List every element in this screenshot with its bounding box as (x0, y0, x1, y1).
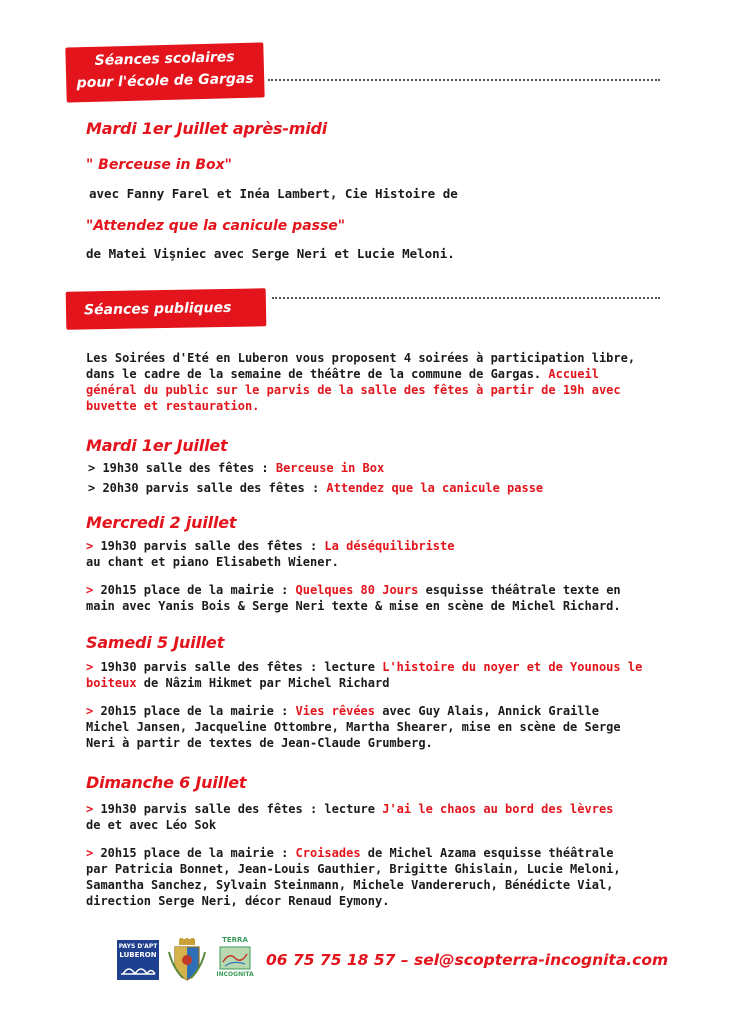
day1-event1-title: Berceuse in Box (275, 461, 385, 475)
day4-title: Dimanche 6 Juillet (86, 773, 247, 792)
day1-event2-time: > 20h30 parvis salle des fêtes : (88, 481, 327, 495)
day2-event1 (86, 538, 621, 554)
day3-event1-line2 (86, 675, 642, 691)
day3-event1 (86, 659, 642, 675)
arrow-icon: > (86, 802, 101, 816)
day3-event1-time: 19h30 parvis salle des fêtes : lecture (100, 660, 383, 674)
day2-event2-time: 20h15 place de la mairie : (100, 583, 296, 597)
publiques-banner-label: Séances publiques (83, 299, 232, 319)
arrow-icon: > (86, 660, 101, 674)
day2-event2 (86, 582, 621, 598)
arrow-icon: > (86, 704, 101, 718)
publiques-intro (86, 350, 635, 414)
day1-title: Mardi 1er Juillet (86, 436, 228, 455)
pays-apt-luberon-logo (117, 940, 159, 980)
day3-event1-rest: de Nâzim Hikmet par Michel Richard (136, 676, 390, 690)
coat-of-arms-icon (167, 938, 207, 982)
day3-title: Samedi 5 Juillet (86, 633, 225, 652)
contact-separator: – (395, 951, 414, 969)
terra-incognita-logo (214, 936, 256, 982)
intro-line3: général du public sur le parvis de la salle des fêtes à partir de 19h avec (86, 383, 621, 397)
scolaires-show2-title: "Attendez que la canicule passe" (86, 218, 346, 234)
scolaires-show1-desc: avec Fanny Farel et Inéa Lambert, Cie Histoire de (89, 186, 458, 201)
divider-scolaires (268, 79, 660, 81)
day2-event2-title: Quelques 80 Jours (295, 583, 419, 597)
scolaires-show1-title: " Berceuse in Box" (86, 157, 232, 173)
day3-event2-time: 20h15 place de la mairie : (100, 704, 296, 718)
day4-event2-line4: direction Serge Neri, décor Renaud Eymony. (86, 894, 390, 908)
day3-event1-title2: boiteux (86, 676, 137, 690)
logo1-line2: LUBERON (119, 951, 157, 959)
logo3-top: TERRA (222, 936, 248, 944)
day4-events (86, 801, 621, 909)
intro-line2 (86, 366, 635, 382)
day3-event1-title: L'histoire du noyer et de Younous le (382, 660, 643, 674)
day4-event2-line2: par Patricia Bonnet, Jean-Louis Gauthier, Brigitte Ghislain, Lucie Meloni, (86, 862, 621, 876)
publiques-banner (66, 288, 267, 329)
day2-event1-time: 19h30 parvis salle des fêtes : (100, 539, 325, 553)
day4-event1 (86, 801, 621, 817)
scolaires-banner-line2: pour l'école de Gargas (76, 70, 254, 92)
day4-event2-title: Croisades (295, 846, 361, 860)
day3-event2-rest: avec Guy Alais, Annick Graille (375, 704, 599, 718)
day4-event2 (86, 845, 621, 861)
scolaires-banner-line1: Séances scolaires (94, 49, 235, 69)
arrow-icon: > (86, 539, 101, 553)
day4-event2-line3: Samantha Sanchez, Sylvain Steinmann, Michele Vandereruch, Bénédicte Vial, (86, 878, 614, 892)
intro-line2-text: dans le cadre de la semaine de théâtre de la commune de Gargas. (86, 367, 542, 381)
gargas-coat-of-arms-logo (167, 938, 207, 982)
day1-event2 (88, 480, 543, 496)
day1-event1-time: > 19h30 salle des fêtes : (88, 461, 276, 475)
day1-event2-title: Attendez que la canicule passe (326, 481, 544, 495)
day1-events (88, 460, 543, 496)
intro-line2-accent: Accueil (541, 367, 599, 381)
day3-event2-line2: Michel Jansen, Jacqueline Ottombre, Martha Shearer, mise en scène de Serge (86, 720, 621, 734)
intro-line1: Les Soirées d'Eté en Luberon vous proposent 4 soirées à participation libre, (86, 351, 636, 365)
logo3-bottom: INCOGNITA (216, 971, 254, 978)
day4-event1-time: 19h30 parvis salle des fêtes : lecture (100, 802, 383, 816)
intro-line4: buvette et restauration. (86, 399, 260, 413)
logo1-line1: PAYS D'APT (118, 943, 158, 950)
arrow-icon: > (86, 583, 101, 597)
bridge-icon (120, 962, 156, 976)
scolaires-show2-desc: de Matei Vişniec avec Serge Neri et Lucie Meloni. (86, 246, 455, 261)
day2-event2-line2: main avec Yanis Bois & Serge Neri texte & mise en scène de Michel Richard. (86, 599, 621, 613)
arrow-icon: > (86, 846, 101, 860)
day4-event2-rest: de Michel Azama esquisse théâtrale (360, 846, 614, 860)
day4-event1-desc: de et avec Léo Sok (86, 818, 217, 832)
day4-event2-time: 20h15 place de la mairie : (100, 846, 296, 860)
day2-event1-desc: au chant et piano Elisabeth Wiener. (86, 555, 339, 569)
day3-event2 (86, 703, 642, 719)
contact-phone[interactable]: 06 75 75 18 57 (266, 951, 396, 969)
scolaires-banner (65, 42, 264, 102)
day3-event2-line3: Neri à partir de textes de Jean-Claude Grumberg. (86, 736, 433, 750)
contact-email[interactable]: sel@scopterra-incognita.com (413, 951, 669, 969)
divider-publiques (272, 297, 660, 299)
contact-line (266, 951, 668, 969)
day1-event1 (88, 460, 543, 476)
day2-event2-rest: esquisse théâtrale texte en (418, 583, 621, 597)
day3-events (86, 659, 642, 751)
terra-map-icon (219, 946, 251, 970)
scolaires-date: Mardi 1er Juillet après-midi (86, 119, 328, 138)
day2-events (86, 538, 621, 614)
day2-event1-title: La déséquilibriste (324, 539, 455, 553)
day3-event2-title: Vies rêvées (295, 704, 376, 718)
day2-title: Mercredi 2 juillet (86, 513, 237, 532)
day4-event1-title: J'ai le chaos au bord des lèvres (382, 802, 614, 816)
